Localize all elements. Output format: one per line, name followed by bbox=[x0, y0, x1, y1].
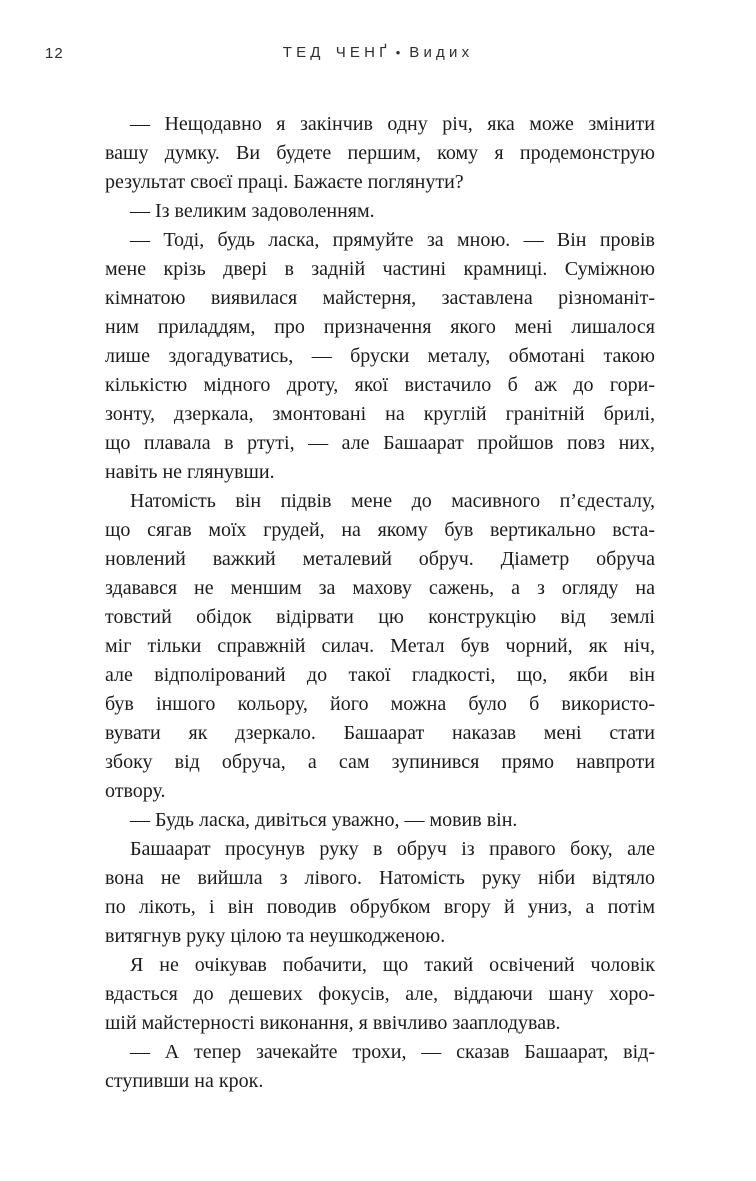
text-line: вдасться до дешевих фокусів, але, віддаючи шану хоро- bbox=[105, 983, 655, 1005]
text-line: витягнув руку цілою та неушкодженою. bbox=[105, 925, 446, 947]
text-line: — Нещодавно я закінчив одну річ, яка може змінити bbox=[130, 113, 655, 135]
page-number: 12 bbox=[45, 45, 64, 62]
text-line: вувати як дзеркало. Башаарат наказав мені стати bbox=[105, 722, 655, 744]
text-line: новлений важкий металевий обруч. Діаметр обруча bbox=[105, 548, 655, 570]
text-line: вашу думку. Ви будете першим, кому я продемонструю bbox=[105, 142, 655, 164]
text-line: здавався не меншим за махову сажень, а з огляду на bbox=[105, 577, 655, 599]
text-line: по лікоть, і він поводив обрубком вгору й униз, а потім bbox=[105, 896, 655, 918]
paragraph bbox=[105, 487, 655, 806]
paragraph bbox=[105, 1038, 655, 1096]
book-title: Видих bbox=[409, 44, 474, 61]
paragraph bbox=[105, 110, 655, 197]
running-title bbox=[0, 44, 756, 61]
running-header bbox=[0, 44, 756, 66]
text-line: збоку від обруча, а сам зупинився прямо навпроти bbox=[105, 751, 655, 773]
paragraph bbox=[105, 226, 655, 487]
text-line: — А тепер зачекайте трохи, — сказав Башаарат, від- bbox=[130, 1041, 655, 1063]
paragraph bbox=[105, 806, 655, 835]
text-line: був іншого кольору, його можна було б використо- bbox=[105, 693, 655, 715]
text-line: Натомість він підвів мене до масивного п’єдесталу, bbox=[130, 490, 655, 512]
text-line: зонту, дзеркала, змонтовані на круглій гранітній брилі, bbox=[105, 403, 655, 425]
text-line: лише здогадуватись, — бруски металу, обмотані такою bbox=[105, 345, 655, 367]
text-line: що плавала в ртуті, — але Башаарат пройшов повз них, bbox=[105, 432, 655, 454]
text-line: — Будь ласка, дивіться уважно, — мовив він. bbox=[130, 809, 518, 831]
text-line: кімнатою виявилася майстерня, заставлена різноманіт- bbox=[105, 287, 655, 309]
text-line: результат своєї праці. Бажаєте поглянути? bbox=[105, 171, 464, 193]
text-line: вона не вийшла з лівого. Натомість руку ніби відтяло bbox=[105, 867, 655, 889]
paragraph bbox=[105, 951, 655, 1038]
text-line: ступивши на крок. bbox=[105, 1070, 264, 1092]
paragraph bbox=[105, 197, 655, 226]
page-text bbox=[105, 110, 655, 1096]
text-line: навіть не глянувши. bbox=[105, 461, 275, 483]
text-line: але відполірований до такої гладкості, що, якби він bbox=[105, 664, 655, 686]
separator-dot-icon: • bbox=[395, 45, 401, 60]
text-line: міг тільки справжній силач. Метал був чорний, як ніч, bbox=[105, 635, 655, 657]
text-line: кількістю мідного дроту, якої вистачило б аж до гори- bbox=[105, 374, 655, 396]
text-line: що сягав моїх грудей, на якому був вертикально вста- bbox=[105, 519, 655, 541]
text-line: мене крізь двері в задній частині крамниці. Суміжною bbox=[105, 258, 655, 280]
text-line: Я не очікував побачити, що такий освічений чоловік bbox=[130, 954, 655, 976]
author-name: ТЕД ЧЕНҐ bbox=[282, 44, 391, 61]
text-line: шій майстерності виконання, я ввічливо зааплодував. bbox=[105, 1012, 561, 1034]
text-line: — Тоді, будь ласка, прямуйте за мною. — Він провів bbox=[130, 229, 655, 251]
paragraph bbox=[105, 835, 655, 951]
text-line: товстий обідок відірвати цю конструкцію від землі bbox=[105, 606, 655, 628]
text-line: Башаарат просунув руку в обруч із правого боку, але bbox=[130, 838, 655, 860]
text-line: ним приладдям, про призначення якого мені лишалося bbox=[105, 316, 655, 338]
text-line: отвору. bbox=[105, 780, 166, 802]
text-line: — Із великим задоволенням. bbox=[130, 200, 375, 222]
